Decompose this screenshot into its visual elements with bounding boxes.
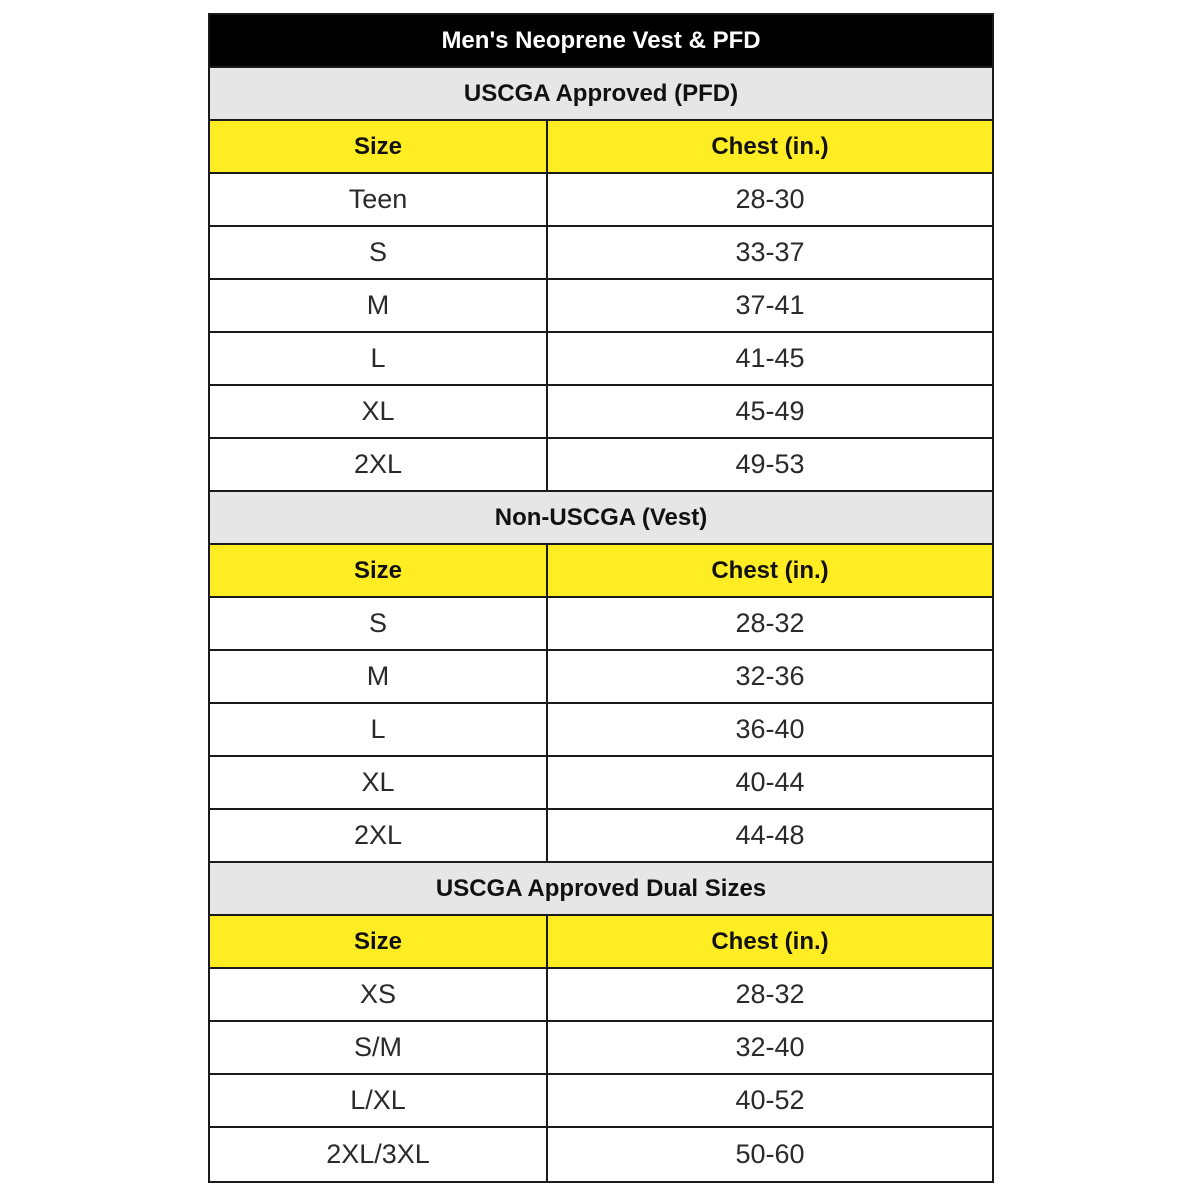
- table-row: [210, 280, 992, 333]
- chest-column-header: Chest (in.): [711, 927, 829, 955]
- chest-cell: 37-41: [735, 290, 805, 320]
- size-cell: XS: [210, 969, 548, 1020]
- chest-cell: 49-53: [735, 449, 805, 479]
- chest-cell: 32-40: [735, 1032, 805, 1062]
- chest-cell: 33-37: [735, 237, 805, 267]
- table-row: [210, 1128, 992, 1181]
- size-column-header: Size: [210, 916, 548, 967]
- size-cell: 2XL: [210, 810, 548, 861]
- table-row: [210, 1075, 992, 1128]
- table-row: [210, 227, 992, 280]
- chest-cell: 28-32: [735, 608, 805, 638]
- table-row: [210, 651, 992, 704]
- size-cell: XL: [210, 757, 548, 808]
- size-cell: XL: [210, 386, 548, 437]
- size-cell: L: [210, 704, 548, 755]
- size-chart: [208, 13, 994, 1183]
- table-row: [210, 757, 992, 810]
- size-cell: S/M: [210, 1022, 548, 1073]
- size-cell: L: [210, 333, 548, 384]
- size-column-header: Size: [210, 545, 548, 596]
- size-cell: 2XL: [210, 439, 548, 490]
- size-cell: Teen: [210, 174, 548, 225]
- chest-cell: 41-45: [735, 343, 805, 373]
- table-row: [210, 598, 992, 651]
- table-row: [210, 704, 992, 757]
- chest-cell: 40-44: [735, 767, 805, 797]
- size-cell: M: [210, 651, 548, 702]
- chest-cell: 36-40: [735, 714, 805, 744]
- size-cell: S: [210, 227, 548, 278]
- chest-cell: 32-36: [735, 661, 805, 691]
- size-column-header: Size: [210, 121, 548, 172]
- chest-cell: 28-32: [735, 979, 805, 1009]
- table-row: [210, 810, 992, 863]
- chart-title: Men's Neoprene Vest & PFD: [210, 15, 992, 68]
- chest-cell: 28-30: [735, 184, 805, 214]
- size-cell: L/XL: [210, 1075, 548, 1126]
- table-row: [210, 333, 992, 386]
- size-cell: 2XL/3XL: [210, 1128, 548, 1181]
- table-row: [210, 174, 992, 227]
- chest-cell: 44-48: [735, 820, 805, 850]
- chest-column-header: Chest (in.): [711, 132, 829, 160]
- table-row: [210, 386, 992, 439]
- table-row: [210, 439, 992, 492]
- table-row: [210, 1022, 992, 1075]
- chest-cell: 45-49: [735, 396, 805, 426]
- table-header-row: [210, 545, 992, 598]
- chest-cell: 40-52: [735, 1085, 805, 1115]
- table-header-row: [210, 916, 992, 969]
- section-title-uscga-dual-sizes: USCGA Approved Dual Sizes: [210, 863, 992, 916]
- chest-column-header: Chest (in.): [711, 556, 829, 584]
- size-cell: S: [210, 598, 548, 649]
- chest-cell: 50-60: [735, 1139, 805, 1169]
- table-row: [210, 969, 992, 1022]
- section-title-uscga-pfd: USCGA Approved (PFD): [210, 68, 992, 121]
- size-cell: M: [210, 280, 548, 331]
- table-header-row: [210, 121, 992, 174]
- section-title-non-uscga-vest: Non-USCGA (Vest): [210, 492, 992, 545]
